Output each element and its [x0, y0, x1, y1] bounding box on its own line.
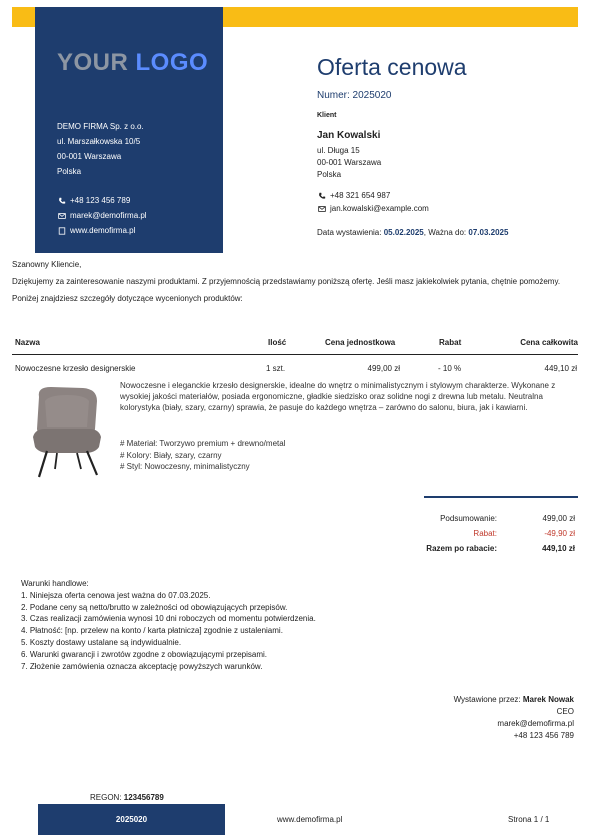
table-header	[12, 334, 578, 355]
terms-section	[21, 578, 316, 672]
company-contact	[57, 193, 147, 238]
issuer-name: Marek Nowak	[522, 695, 574, 704]
col-unit-header: Cena jednostkowa	[325, 338, 396, 347]
terms-item: 4. Płatność: [np. przelew na konto / karta płatnicza] zgodnie z ustaleniami.	[21, 626, 283, 636]
company-web-row	[57, 223, 147, 238]
item-name: Nowoczesne krzesło designerskie	[15, 364, 136, 373]
client-phone: +48 321 654 987	[330, 191, 391, 200]
company-phone: +48 123 456 789	[70, 196, 131, 205]
greeting: Szanowny Kliencie,	[12, 260, 82, 269]
summary-divider	[424, 496, 578, 498]
client-address	[317, 145, 381, 181]
footer-offer-number: 2025020	[38, 804, 225, 835]
regon	[90, 793, 164, 802]
discount-value: -49,90 zł	[544, 529, 575, 538]
footer-website[interactable]: www.demofirma.pl	[277, 815, 343, 824]
phone-icon	[317, 191, 326, 200]
item-total: 449,10 zł	[544, 364, 577, 373]
issuer-role: CEO	[556, 707, 574, 716]
item-unit-price: 499,00 zł	[367, 364, 400, 373]
total-label: Razem po rabacie:	[426, 544, 497, 553]
intro-paragraph: Dziękujemy za zainteresowanie naszymi produktami. Z przyjemnością przedstawiamy poniższą ofertę. Jeśli masz jakiekolwiek pytania, chętnie pomożemy.	[12, 277, 561, 286]
terms-item: 3. Czas realizacji zamówienia wynosi 10 dni roboczych od momentu potwierdzenia.	[21, 614, 316, 624]
issued-by-label: Wystawione przez:	[453, 695, 523, 704]
client-country: Polska	[317, 170, 342, 179]
client-phone-row	[317, 189, 429, 202]
intro-text	[12, 259, 572, 310]
total-value: 449,10 zł	[542, 544, 575, 553]
issue-date: 05.02.2025	[383, 228, 424, 237]
item-discount: - 10 %	[438, 364, 462, 373]
issuer-email[interactable]: marek@demofirma.pl	[497, 719, 574, 728]
logo-word-1: YOUR	[57, 49, 129, 76]
valid-date-label: , Ważna do:	[423, 228, 469, 237]
regon-label: REGON:	[90, 793, 124, 802]
discount-label: Rabat:	[473, 529, 497, 538]
item-qty: 1 szt.	[266, 364, 286, 373]
terms-item: 5. Koszty dostawy ustalane są indywidualnie.	[21, 637, 182, 647]
issuer-phone: +48 123 456 789	[513, 731, 574, 740]
valid-date: 07.03.2025	[468, 228, 509, 237]
client-email[interactable]: jan.kowalski@example.com	[330, 204, 429, 213]
client-contact	[317, 189, 429, 215]
terms-title: Warunki handlowe:	[21, 579, 89, 588]
company-address	[57, 119, 144, 179]
subtotal-value: 499,00 zł	[542, 514, 575, 523]
issue-date-label: Data wystawienia:	[317, 228, 384, 237]
issued-by-row	[454, 694, 574, 706]
company-email-row	[57, 208, 147, 223]
mail-icon	[317, 204, 326, 213]
terms-item: 7. Złożenie zamówienia oznacza akceptację powyższych warunków.	[21, 661, 263, 671]
company-email[interactable]: marek@demofirma.pl	[70, 211, 147, 220]
offer-dates	[317, 228, 508, 237]
footer-page-number: Strona 1 / 1	[508, 815, 550, 824]
col-name-header: Nazwa	[15, 338, 40, 347]
company-phone-row	[57, 193, 147, 208]
client-label: Klient	[317, 112, 337, 119]
feature-material: # Materiał: Tworzywo premium + drewno/metal	[120, 439, 286, 448]
feature-colors: # Kolory: Biały, szary, czarny	[120, 450, 222, 460]
company-web[interactable]: www.demofirma.pl	[70, 226, 136, 235]
item-features	[120, 438, 285, 473]
terms-item: 1. Niniejsza oferta cenowa jest ważna do 07.03.2025.	[21, 590, 211, 600]
document-title: Oferta cenowa	[317, 54, 467, 80]
company-street: ul. Marszałkowska 10/5	[57, 137, 141, 146]
col-total-header: Cena całkowita	[520, 338, 578, 347]
signature-block	[454, 694, 574, 742]
client-street: ul. Długa 15	[317, 146, 360, 155]
col-qty-header: Ilość	[268, 338, 287, 347]
phone-icon	[57, 196, 66, 205]
item-description-text: Nowoczesne i eleganckie krzesło designerskie, idealne do wnętrz o minimalistycznym i stylowym charakterze. Wykonane z wysokiej jakości materiałów, posiada ergonomiczne, gładkie siedzisko oraz solidne nogi z drewna lub metalu. Neutralna kolorystyka (biały, szary, czarny) sprawia, że pasuje do każdego wnętrza – zarówno do salonu, biura, jak i kawiarni.	[120, 381, 556, 413]
intro-products-line: Poniżej znajdziesz szczegóły dotyczące wycenionych produktów:	[12, 294, 243, 303]
company-country: Polska	[57, 167, 82, 176]
col-discount-header: Rabat	[439, 338, 462, 347]
company-name: DEMO FIRMA Sp. z o.o.	[57, 122, 144, 131]
offer-number: Numer: 2025020	[317, 90, 392, 101]
subtotal-label: Podsumowanie:	[440, 514, 497, 523]
client-email-row	[317, 202, 429, 215]
mail-icon	[57, 211, 66, 220]
item-description	[120, 380, 565, 422]
company-panel	[35, 7, 223, 253]
web-icon	[57, 226, 66, 235]
company-city: 00-001 Warszawa	[57, 152, 122, 161]
regon-value: 123456789	[123, 793, 164, 802]
feature-style: # Styl: Nowoczesny, minimalistyczny	[120, 462, 250, 471]
logo-word-2: LOGO	[135, 49, 209, 76]
client-name: Jan Kowalski	[317, 130, 381, 141]
terms-item: 6. Warunki gwarancji i zwrotów zgodne z obowiązującymi przepisami.	[21, 649, 268, 659]
terms-item: 2. Podane ceny są netto/brutto w zależności od obowiązujących przepisów.	[21, 602, 288, 612]
product-image	[27, 385, 107, 480]
company-logo	[57, 49, 208, 77]
client-city: 00-001 Warszawa	[317, 158, 382, 167]
